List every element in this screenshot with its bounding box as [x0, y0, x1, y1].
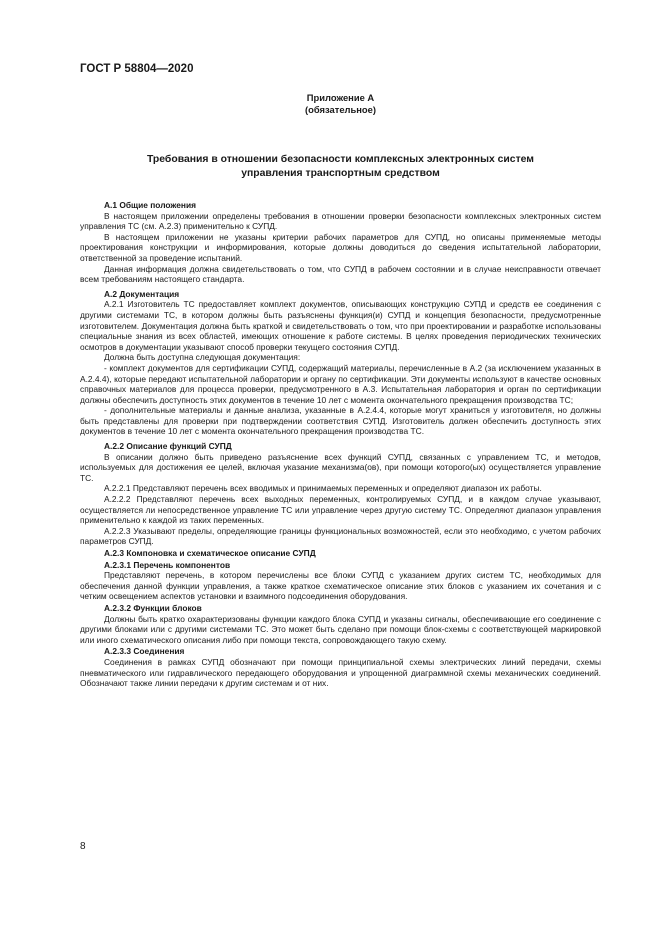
paragraph: Должны быть кратко охарактеризованы функции каждого блока СУПД и указаны сигналы, обеспечивающие его соединение с другими блоками или с другими системами ТС. Это может быть сделано при помощи блок-схемы с соответствующей маркировкой или иного схематического описания либо при помощи текста, сопровождающего такую схему.: [80, 613, 601, 645]
subsection-heading-a231: А.2.3.1 Перечень компонентов: [104, 559, 231, 570]
paragraph: А.2.2.2 Представляют перечень всех выходных переменных, контролируемых СУПД, и в каждом случае указывают, осуществляется ли непосредственное управление ТС или управление через другую систему ТС. Определяют диапазон управления применительно к каждой из таких переменных.: [80, 494, 601, 526]
paragraph: Представляют перечень, в котором перечислены все блоки СУПД с указанием других систем ТС, необходимых для обеспечения данной функции управления, а также краткое схематическое описание этих блоков с указанием их сочетания и с четким освещением аспектов установки и взаимного подсоединения оборудования.: [80, 570, 601, 602]
title-line-1: Требования в отношении безопасности комплексных электронных систем: [146, 154, 534, 165]
paragraph: А.2.2.3 Указывают пределы, определяющие границы функциональных возможностей, если это необходимо, с учетом рабочих параметров СУПД.: [80, 525, 601, 547]
list-item: - дополнительные материалы и данные анализа, указанные в А.2.4.4, которые могут храниться у изготовителя, но должны быть представлены для проверки при подтверждении соответствия СУПД. Изготовитель должен обеспечить доступность этих документов в течение 10 лет с момента окончательного прекращения производства ТС.: [80, 405, 601, 437]
subsection-heading-a232: А.2.3.2 Функции блоков: [104, 602, 202, 613]
paragraph: В настоящем приложении не указаны критерии рабочих параметров для СУПД, но описаны применяемые методы проектирования конструкции и информирования, которые должны доводиться до сведения испытательной лаборатории, ответственной за проведение испытаний.: [80, 231, 601, 263]
paragraph: Данная информация должна свидетельствовать о том, что СУПД в рабочем состоянии и в случае неисправности отвечает всем требованиям настоящего стандарта.: [80, 263, 601, 285]
title-line-2: управления транспортным средством: [241, 167, 440, 179]
document-code: ГОСТ Р 58804—2020: [80, 63, 194, 75]
document-body: [80, 196, 601, 689]
section-heading-a22: А.2.2 Описание функций СУПД: [104, 441, 232, 452]
section-heading-a23: А.2.3 Компоновка и схематическое описание СУПД: [104, 548, 316, 558]
paragraph: А.2.1 Изготовитель ТС предоставляет комплект документов, описывающих конструкцию СУПД и средств ее соединения с другими системами ТС, в котором должны быть разъяснены функция(и) СУПД и концепция безопасности, предусмотренные изготовителем. Документация должна быть краткой и свидетельствовать о том, что при проектировании и разработке использованы специальные знания из всех областей, имеющих отношение к работе системы. В целях проведения периодических технических осмотров в документации указывают способ проверки текущего состояния СУПД.: [80, 299, 601, 352]
section-heading-a1: А.1 Общие положения: [104, 200, 197, 210]
paragraph: В описании должно быть приведено разъяснение всех функций СУПД, связанных с управлением ТС, и методов, используемых для достижения ее целей, включая указание механизма(ов), при помощи которого(ых) осуществляется управление ТС.: [80, 451, 601, 483]
appendix-title: [80, 153, 601, 180]
appendix-label: Приложение А: [306, 92, 375, 103]
appendix-heading: [80, 92, 601, 116]
page-number: 8: [80, 841, 86, 852]
section-heading-a2: А.2 Документация: [104, 288, 180, 299]
paragraph: Должна быть доступна следующая документация:: [104, 352, 301, 363]
appendix-status: (обязательное): [305, 104, 376, 115]
paragraph: Соединения в рамках СУПД обозначают при помощи принципиальной схемы электрических линий передачи, схемы пневматического или гидравлического передающего оборудования и упрощенной диаграммной схемы механических соединений. Обозначают также линии передачи к другим системам и от них.: [80, 656, 601, 689]
subsection-heading-a233: А.2.3.3 Соединения: [104, 646, 185, 657]
paragraph: В настоящем приложении определены требования в отношении проверки безопасности комплексных электронных систем управления ТС (см. А.2.3) применительно к СУПД.: [80, 210, 601, 232]
paragraph: А.2.2.1 Представляют перечень всех вводимых и принимаемых переменных и определяют диапазон их работы.: [104, 483, 542, 494]
list-item: - комплект документов для сертификации СУПД, содержащий материалы, перечисленные в А.2 (за исключением указанных в А.2.4.4), которые передают испытательной лаборатории и органу по сертификации. Эти документы используют в качестве основных справочных материалов для процесса проверки, предусмотренного в А.3. Испытательная лаборатория и орган по сертификации должны обеспечить доступность этих документов в течение 10 лет с момента окончательного прекращения производства ТС;: [80, 362, 601, 405]
